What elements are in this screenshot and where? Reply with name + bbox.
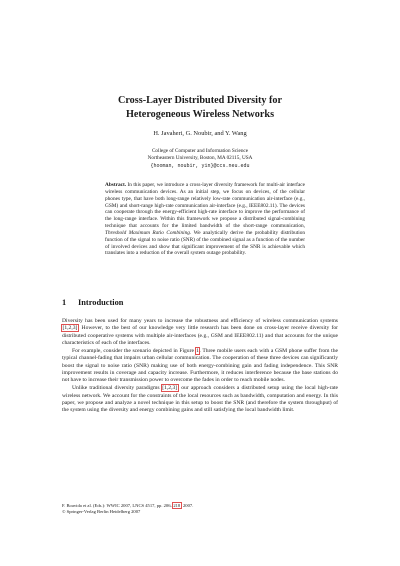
paper-title	[60, 94, 340, 121]
affiliation-line-2: Northeastern University, Boston, MA 02115, USA	[147, 155, 253, 162]
abstract-text-b: . We analytically derive the probability distribution function of the signal to noise ratio (SNR) of the combined signal as a function of the number of involved devices and show that significant improvement of the SNR is achievable which translates into a reduction of the overall system outage probability.	[105, 229, 306, 257]
intro-p1-text-b: . However, to the best of our knowledge very little research has been done on cross-layer receive diversity for distributed cooperative systems with multiple air-interfaces (e.g., GSM and IEEE802.11) and that accounts for the unique characteristics of each of the interfaces.	[62, 325, 338, 346]
intro-p3-text-b: , our approach considers a distributed setup using the local high-rate wireless network. We account for the constraints of the local resources such as bandwidth, computation and energy. In this paper, we propose and analyze a novel technique in this setup to boost the SNR (and therefore the system throughput) of the system using the diversity and energy combining gains and still satisfying the local bandwidth limit.	[62, 385, 339, 413]
footer-citation-text-b: , 2007.	[180, 503, 194, 508]
citation-link[interactable]: [1,2,3]	[62, 325, 78, 332]
publication-footer	[62, 503, 338, 515]
page-link[interactable]: 218	[173, 503, 181, 508]
intro-paragraph-3	[62, 385, 338, 414]
intro-p2-text-a: For example, consider the scenario depicted in Figure	[72, 348, 196, 354]
intro-p2-text-b: . Three mobile users each with a GSM phone suffer from the typical channel-fading that impairs urban cellular communication. The cooperation of these three devices can significantly boost the signal to noise ratio (SNR) making use of both energy-combining gain and fading independence. This SNR improvement results in coverage and capacity increase. Furthermore, it reduces interference because the base stations do not have to increase their transmission power to overcome the fades in order to reach mobile nodes.	[62, 348, 338, 383]
section-number: 1	[62, 298, 67, 307]
title-line-1: Cross-Layer Distributed Diversity for	[117, 95, 282, 106]
abstract-text-a: In this paper, we introduce a cross-layer diversity framework for multi-air interface wireless communication devices. As an initial step, we focus on devices, of the cellular phones type, that have both long-range relatively low-rate communication air-interface (e.g., GSM) and short-range high-rate communication air-interface (e.g., IEEE802.11). The devices can cooperate through the energy-efficient high-rate interface to improve the performance of the long-range interface. Within this framework we propose a distributed signal-combining technique that accounts for the limited bandwidth of the short-range communication,	[105, 182, 305, 230]
intro-paragraph-1	[62, 318, 338, 347]
figure-link[interactable]: 1	[196, 348, 199, 354]
abstract-label: Abstract.	[105, 182, 127, 188]
introduction-body	[62, 318, 338, 414]
affiliation	[60, 148, 340, 170]
title-line-2: Heterogeneous Wireless Networks	[125, 108, 275, 120]
intro-p1-text-a: Diversity has been used for many years to increase the robustness and efficiency of wireless communication systems	[62, 318, 338, 324]
affiliation-line-1: College of Computer and Information Science	[151, 148, 249, 154]
abstract	[105, 182, 305, 257]
intro-p3-text-a: Unlike traditional diversity paradigms	[72, 385, 162, 392]
author-emails: {hooman, noubir, yin}@ccs.neu.edu	[150, 162, 250, 169]
abstract-italic-term: Threshold Maximum Ratio Combining	[105, 229, 190, 236]
footer-citation-text-a: F. Boavida et al. (Eds.): WWIC 2007, LNCS 4517, pp. 206–	[62, 503, 173, 508]
citation-link[interactable]: [1,2,3]	[162, 385, 178, 392]
footer-line-2: © Springer-Verlag Berlin Heidelberg 2007	[62, 509, 141, 514]
section-title: Introduction	[78, 298, 124, 307]
intro-paragraph-2	[62, 348, 338, 384]
author-list: H. Javaheri, G. Noubir, and Y. Wang	[153, 130, 247, 137]
